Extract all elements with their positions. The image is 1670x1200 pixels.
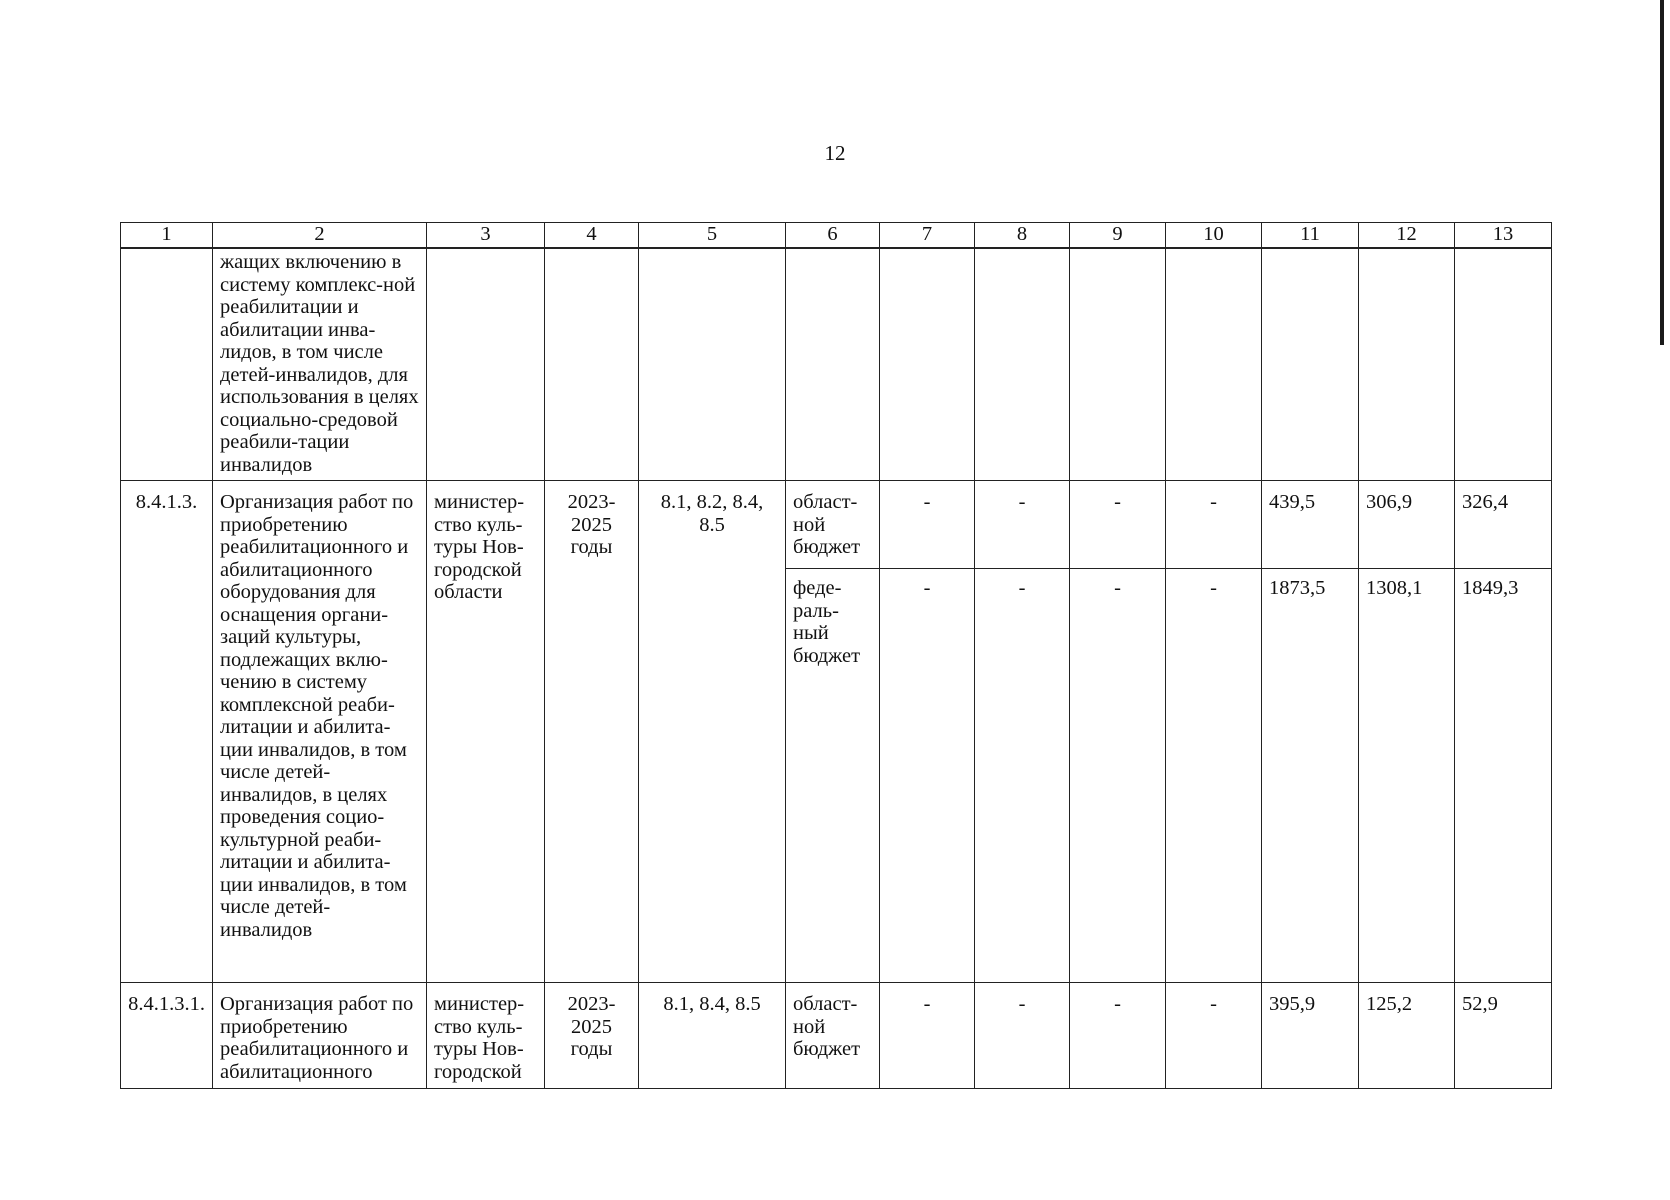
row-period: 2023-2025 годы: [545, 481, 639, 983]
page-number: 12: [824, 141, 846, 165]
header-cell: 1: [121, 223, 213, 249]
row-code: 8.4.1.3.: [121, 481, 213, 983]
header-cell: 10: [1166, 223, 1262, 249]
value-cell: 326,4: [1455, 481, 1552, 569]
value-cell: 52,9: [1455, 983, 1552, 1089]
value-cell: -: [1166, 983, 1262, 1089]
row-indicators: 8.1, 8.4, 8.5: [639, 983, 786, 1089]
value-cell: -: [975, 481, 1070, 569]
header-cell: 11: [1262, 223, 1359, 249]
row-name: Организация работ по приобретению реабилитационного и абилитационного: [213, 983, 427, 1089]
value-cell: -: [1070, 983, 1166, 1089]
header-cell: 2: [213, 223, 427, 249]
table-row: [121, 481, 1552, 569]
row-name: Организация работ по приобретению реабилитационного и абилитационного оборудования для оснащения органи-заций культуры, подлежащих вклю-чению в систему комплексной реаби-литации и абилита-ции инвалидов, в том числе детей-инвалидов, в целях проведения социо-культурной реаби-литации и абилита-ции инвалидов, в том числе детей-инвалидов: [213, 481, 427, 983]
row-executor: министер-ство куль-туры Нов-городской: [427, 983, 545, 1089]
value-cell: 395,9: [1262, 983, 1359, 1089]
value-cell: -: [880, 569, 975, 983]
continuation-text: жащих включению в систему комплекс-ной реабилитации и абилитации инва-лидов, в том числе детей-инвалидов, для использования в целях социально-средовой реабили-тации инвалидов: [213, 248, 427, 481]
header-cell: 13: [1455, 223, 1552, 249]
value-cell: -: [1070, 481, 1166, 569]
value-cell: -: [880, 983, 975, 1089]
continuation-row: [121, 248, 1552, 481]
value-cell: -: [1166, 569, 1262, 983]
value-cell: 1873,5: [1262, 569, 1359, 983]
header-cell: 8: [975, 223, 1070, 249]
header-cell: 4: [545, 223, 639, 249]
value-cell: -: [1070, 569, 1166, 983]
budget-table: [120, 222, 1552, 1089]
value-cell: 125,2: [1359, 983, 1455, 1089]
scan-edge-line: [1660, 0, 1664, 345]
header-cell: 5: [639, 223, 786, 249]
funding-source: феде-раль-ный бюджет: [786, 569, 880, 983]
header-row: [121, 223, 1552, 249]
row-code: 8.4.1.3.1.: [121, 983, 213, 1089]
header-cell: 7: [880, 223, 975, 249]
header-cell: 6: [786, 223, 880, 249]
table-row: [121, 983, 1552, 1089]
funding-source: област-ной бюджет: [786, 481, 880, 569]
row-executor: министер-ство куль-туры Нов-городской области: [427, 481, 545, 983]
row-indicators: 8.1, 8.2, 8.4, 8.5: [639, 481, 786, 983]
value-cell: 1849,3: [1455, 569, 1552, 983]
value-cell: -: [880, 481, 975, 569]
value-cell: 1308,1: [1359, 569, 1455, 983]
value-cell: -: [975, 983, 1070, 1089]
value-cell: -: [1166, 481, 1262, 569]
row-period: 2023-2025 годы: [545, 983, 639, 1089]
header-cell: 3: [427, 223, 545, 249]
header-cell: 12: [1359, 223, 1455, 249]
value-cell: 306,9: [1359, 481, 1455, 569]
header-cell: 9: [1070, 223, 1166, 249]
value-cell: -: [975, 569, 1070, 983]
funding-source: област-ной бюджет: [786, 983, 880, 1089]
value-cell: 439,5: [1262, 481, 1359, 569]
